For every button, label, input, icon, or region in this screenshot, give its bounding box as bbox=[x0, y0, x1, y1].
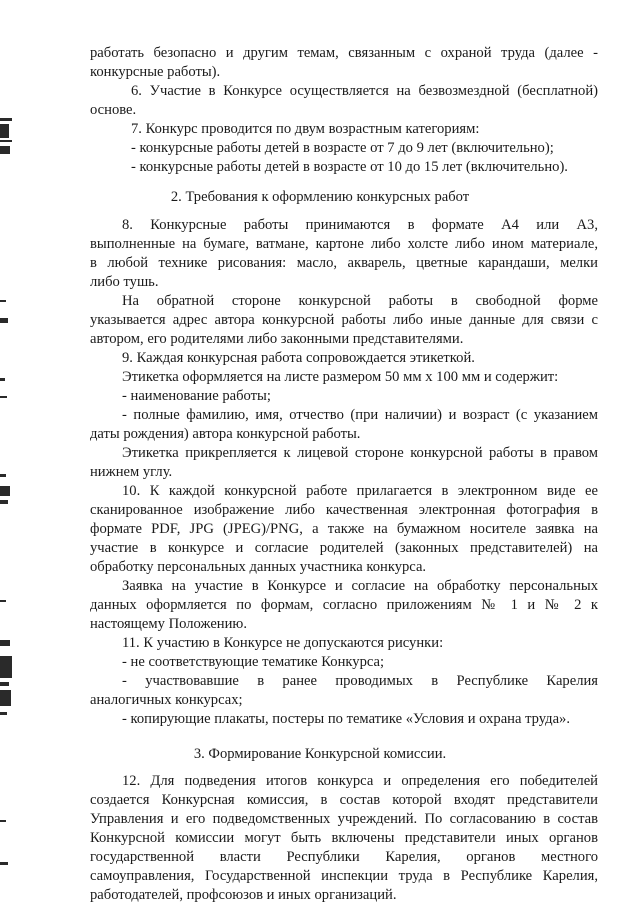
body-line: 7. Конкурс проводится по двум возрастным категориям: bbox=[131, 121, 480, 137]
body-line: 8. Конкурсные работы принимаются в формате А4 или А3, bbox=[122, 217, 598, 233]
body-line: самоуправления, Государственной инспекции труда в Республике Карелия, bbox=[90, 868, 598, 884]
body-line: Этикетка оформляется на листе размером 50 мм х 100 мм и содержит: bbox=[122, 369, 559, 385]
body-line: На обратной стороне конкурсной работы в свободной форме bbox=[122, 293, 598, 309]
list-item: - конкурсные работы детей в возрасте от 10 до 15 лет (включительно). bbox=[131, 159, 568, 175]
list-item: - полные фамилию, имя, отчество (при наличии) и возраст (с указанием bbox=[122, 407, 598, 423]
body-line: автором, его родителями либо законными представителями. bbox=[90, 331, 464, 347]
body-line: обработку персональных данных участника конкурса. bbox=[90, 559, 427, 575]
list-item: - участвовавшие в ранее проводимых в Республике Карелия bbox=[122, 673, 598, 689]
body-line: 9. Каждая конкурсная работа сопровождается этикеткой. bbox=[122, 350, 475, 366]
body-line: 6. Участие в Конкурсе осуществляется на безвозмездной (бесплатной) bbox=[131, 83, 598, 99]
body-line: работать безопасно и другим темам, связанным с охраной труда (далее - bbox=[90, 45, 598, 61]
list-item: - не соответствующие тематике Конкурса; bbox=[122, 654, 385, 670]
body-line: аналогичных конкурсах; bbox=[90, 692, 243, 708]
body-line: Этикетка прикрепляется к лицевой стороне конкурсной работы в правом bbox=[122, 445, 598, 461]
list-item: - конкурсные работы детей в возрасте от 7 до 9 лет (включительно); bbox=[131, 140, 554, 156]
body-line: нижнем углу. bbox=[90, 464, 173, 480]
body-line: работодателей, профсоюзов и иных организаций. bbox=[90, 887, 397, 903]
section-heading: 2. Требования к оформлению конкурсных работ bbox=[170, 189, 470, 205]
body-line: 10. К каждой конкурсной работе прилагается в электронном виде ее bbox=[122, 483, 598, 499]
section-heading: 3. Формирование Конкурсной комиссии. bbox=[193, 746, 447, 762]
body-line: настоящему Положению. bbox=[90, 616, 247, 632]
body-line: сканированное изображение либо качественная электронная фотография в bbox=[90, 502, 598, 518]
body-line: государственной власти Республики Карелия, органов местного bbox=[90, 849, 598, 865]
body-line: данных оформляется по формам, согласно приложениям № 1 и № 2 к bbox=[90, 597, 598, 613]
body-line: Конкурсной комиссии могут быть включены представители иных органов bbox=[90, 830, 598, 846]
scan-binding-edge bbox=[0, 0, 14, 905]
body-line: выполненные на бумаге, ватмане, картоне либо холсте либо ином материале, bbox=[90, 236, 598, 252]
body-line: участие в конкурсе и согласие родителей (законных представителей) на bbox=[90, 540, 598, 556]
body-line: Управления и его подведомственных учреждений. По согласованию в состав bbox=[90, 811, 598, 827]
body-line: либо тушь. bbox=[90, 274, 159, 290]
body-line: даты рождения) автора конкурсной работы. bbox=[90, 426, 361, 442]
body-line: 11. К участию в Конкурсе не допускаются рисунки: bbox=[122, 635, 444, 651]
body-line: формате PDF, JPG (JPEG)/PNG, а также на бумажном носителе заявка на bbox=[90, 521, 598, 537]
list-item: - наименование работы; bbox=[122, 388, 271, 404]
body-line: создается Конкурсная комиссия, в состав которой входят представители bbox=[90, 792, 598, 808]
list-item: - копирующие плакаты, постеры по тематике «Условия и охрана труда». bbox=[122, 711, 570, 727]
body-line: в любой технике рисования: масло, акварель, цветные карандаши, мелки bbox=[90, 255, 598, 271]
body-line: 12. Для подведения итогов конкурса и определения его победителей bbox=[122, 773, 598, 789]
body-line: указывается адрес автора конкурсной работы либо иные данные для связи с bbox=[90, 312, 598, 328]
body-line: основе. bbox=[90, 102, 137, 118]
body-line: Заявка на участие в Конкурсе и согласие на обработку персональных bbox=[122, 578, 598, 594]
body-line: конкурсные работы). bbox=[90, 64, 221, 80]
